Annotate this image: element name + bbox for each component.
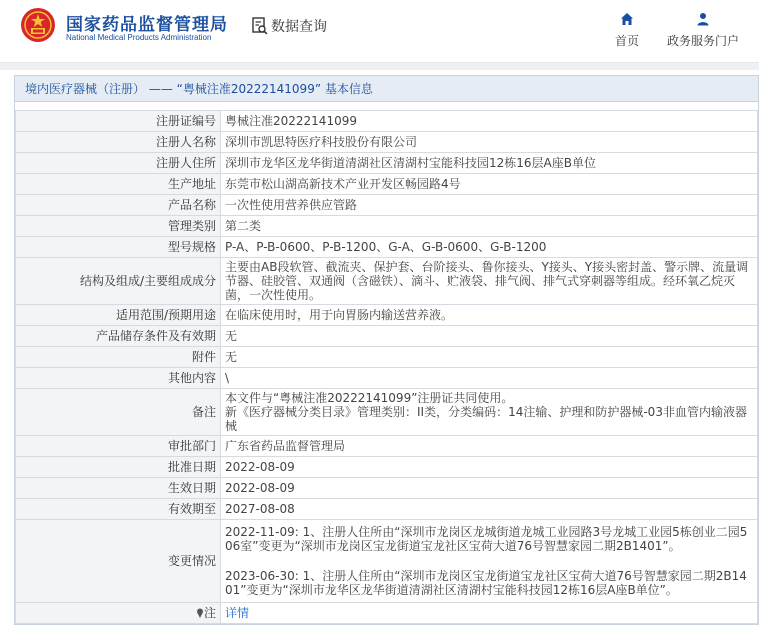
field-value: 广东省药品监督管理局 bbox=[221, 436, 758, 457]
nav-service-portal[interactable] bbox=[664, 12, 742, 49]
table-row bbox=[16, 457, 758, 478]
field-key: 生效日期 bbox=[16, 478, 221, 499]
field-value bbox=[221, 520, 758, 603]
table-row bbox=[16, 174, 758, 195]
nav-service-label: 政务服务门户 bbox=[666, 34, 739, 48]
table-row bbox=[16, 326, 758, 347]
field-key: 批准日期 bbox=[16, 457, 221, 478]
table-row bbox=[16, 478, 758, 499]
table-row bbox=[16, 499, 758, 520]
site-title: 国家药品监督管理局 bbox=[66, 15, 228, 35]
data-query-label: 数据查询 bbox=[271, 19, 327, 35]
table-row bbox=[16, 436, 758, 457]
field-key: 结构及组成/主要组成成分 bbox=[16, 258, 221, 305]
field-key: 适用范围/预期用途 bbox=[16, 305, 221, 326]
field-key: 附件 bbox=[16, 347, 221, 368]
field-key: 型号规格 bbox=[16, 237, 221, 258]
field-value: 无 bbox=[221, 347, 758, 368]
table-row bbox=[16, 258, 758, 305]
field-value bbox=[221, 603, 758, 624]
remark-line: 新《医疗器械分类目录》管理类别：II类，分类编码：14注输、护理和防护器械-03非血管内输液器械 bbox=[225, 405, 747, 433]
field-value bbox=[221, 389, 758, 436]
field-key: 注册人名称 bbox=[16, 132, 221, 153]
table-row bbox=[16, 216, 758, 237]
field-key: 有效期至 bbox=[16, 499, 221, 520]
field-value: P-A、P-B-0600、P-B-1200、G-A、G-B-0600、G-B-1200 bbox=[221, 237, 758, 258]
field-value: \ bbox=[221, 368, 758, 389]
detail-table bbox=[15, 110, 758, 624]
table-row bbox=[16, 132, 758, 153]
user-icon bbox=[696, 12, 710, 26]
field-key: 生产地址 bbox=[16, 174, 221, 195]
breadcrumb: 境内医疗器械（注册） —— “粤械注准20222141099” 基本信息 bbox=[15, 76, 758, 102]
change-entry: 2022-11-09: 1、注册人住所由“深圳市龙岗区龙城街道龙城工业园路3号龙城工业园5栋创业二园506室”变更为“深圳市龙岗区宝龙街道宝龙社区宝荷大道76号智慧家园二期2B1401”。 bbox=[225, 525, 748, 553]
data-query-link[interactable] bbox=[252, 16, 327, 36]
remark-line: 本文件与“粤械注准20222141099”注册证共同使用。 bbox=[225, 391, 514, 405]
table-row bbox=[16, 368, 758, 389]
table-row bbox=[16, 603, 758, 624]
detail-panel bbox=[14, 75, 759, 625]
details-link[interactable]: 详情 bbox=[225, 606, 250, 620]
table-row bbox=[16, 237, 758, 258]
table-row bbox=[16, 153, 758, 174]
nav-home[interactable] bbox=[612, 12, 642, 49]
table-row bbox=[16, 389, 758, 436]
field-value: 无 bbox=[221, 326, 758, 347]
field-value: 2027-08-08 bbox=[221, 499, 758, 520]
field-key: 变更情况 bbox=[16, 520, 221, 603]
home-icon bbox=[620, 12, 634, 26]
document-search-icon bbox=[252, 17, 268, 35]
field-key: 产品储存条件及有效期 bbox=[16, 326, 221, 347]
nav-home-label: 首页 bbox=[614, 34, 639, 48]
field-key: 注册证编号 bbox=[16, 111, 221, 132]
field-key: 审批部门 bbox=[16, 436, 221, 457]
table-row bbox=[16, 111, 758, 132]
field-key: 产品名称 bbox=[16, 195, 221, 216]
field-value: 在临床使用时，用于向胃肠内输送营养液。 bbox=[221, 305, 758, 326]
field-value: 2022-08-09 bbox=[221, 478, 758, 499]
field-key: 管理类别 bbox=[16, 216, 221, 237]
field-value: 深圳市龙华区龙华街道清湖社区清湖村宝能科技园12栋16层A座B单位 bbox=[221, 153, 758, 174]
site-header bbox=[0, 0, 759, 62]
table-row bbox=[16, 347, 758, 368]
field-value: 粤械注准20222141099 bbox=[221, 111, 758, 132]
field-key: 注册人住所 bbox=[16, 153, 221, 174]
field-key: 其他内容 bbox=[16, 368, 221, 389]
table-row bbox=[16, 520, 758, 603]
field-value: 深圳市凯思特医疗科技股份有限公司 bbox=[221, 132, 758, 153]
field-key: 备注 bbox=[16, 389, 221, 436]
table-row bbox=[16, 305, 758, 326]
field-key bbox=[16, 603, 221, 624]
site-title-en: National Medical Products Administration bbox=[66, 33, 212, 42]
field-value: 一次性使用营养供应管路 bbox=[221, 195, 758, 216]
field-value: 2022-08-09 bbox=[221, 457, 758, 478]
table-row bbox=[16, 195, 758, 216]
note-key-label: 注 bbox=[203, 606, 216, 620]
field-value: 主要由AB段软管、截流夹、保护套、台阶接头、鲁你接头、Y接头、Y接头密封盖、警示牌、流量调节器、硅胶管、双通阀（含磁铁）、滴斗、贮液袋、排气阀、排气式穿刺器等组成。经环氧乙烷灭菌，一次性使用。 bbox=[221, 258, 758, 305]
header-divider bbox=[0, 62, 759, 70]
change-entry: 2023-06-30: 1、注册人住所由“深圳市龙岗区宝龙街道宝龙社区宝荷大道76号智慧家园二期2B1401”变更为“深圳市龙华区龙华街道清湖社区清湖村宝能科技园12栋16层A座B单位”。 bbox=[225, 569, 747, 597]
field-value: 第二类 bbox=[221, 216, 758, 237]
national-emblem-icon bbox=[20, 7, 56, 43]
pin-icon bbox=[196, 608, 204, 618]
field-value: 东莞市松山湖高新技术产业开发区畅园路4号 bbox=[221, 174, 758, 195]
